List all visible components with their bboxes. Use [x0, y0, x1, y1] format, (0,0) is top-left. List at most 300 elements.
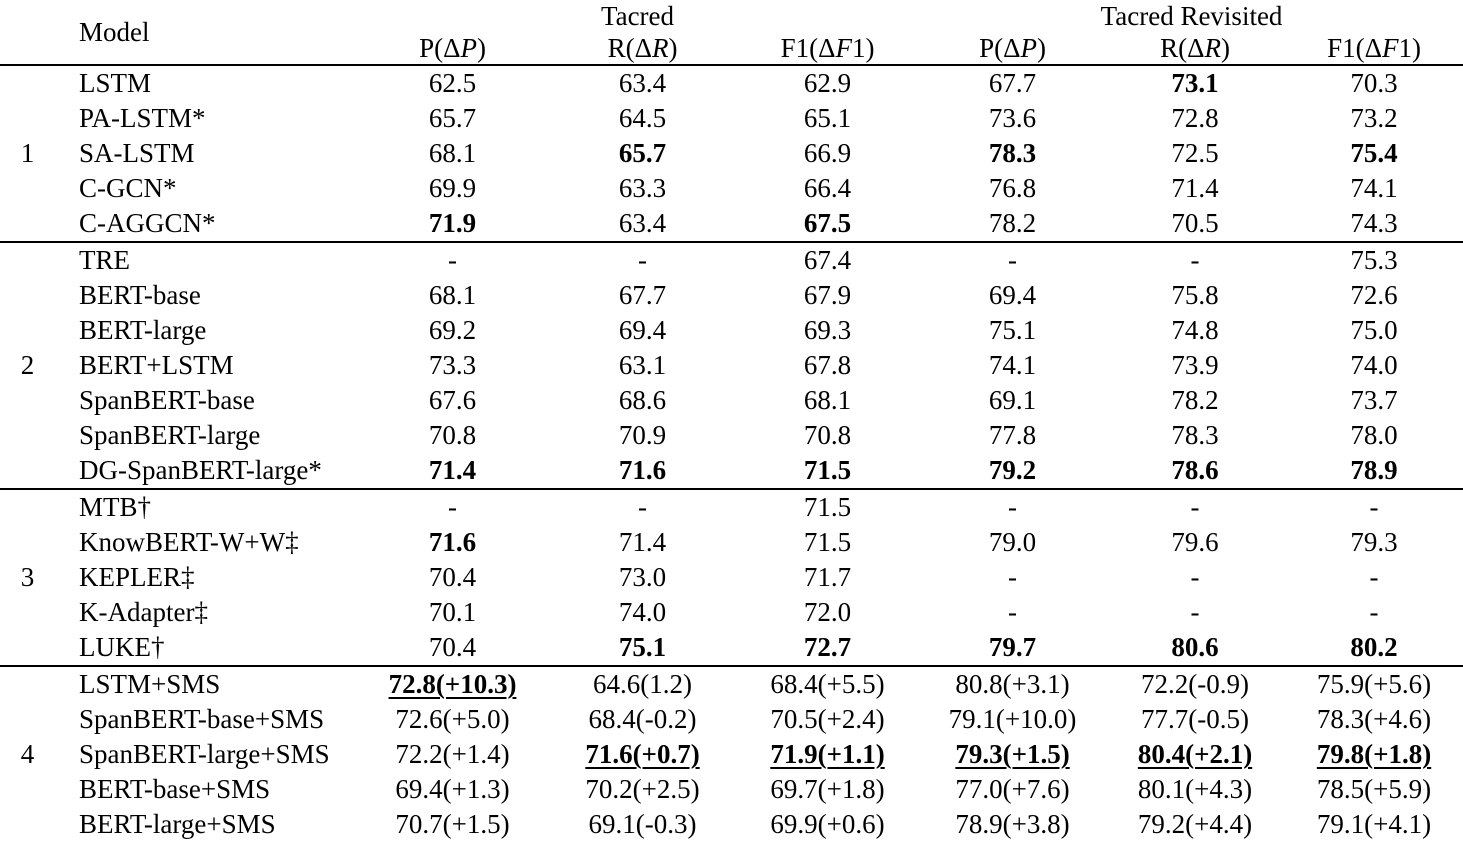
metric-value: 79.0	[988, 527, 1037, 557]
table-row	[0, 453, 1463, 489]
metric-value: 77.8	[988, 420, 1037, 450]
metric-value: 73.3	[428, 350, 477, 380]
metric-value-cell	[1285, 737, 1463, 772]
metric-value: -	[1369, 492, 1379, 522]
table-body	[0, 65, 1463, 841]
metric-value-cell	[355, 136, 550, 171]
metric-value: 69.4	[618, 315, 667, 345]
metric-value: 68.4(+5.5)	[770, 669, 885, 699]
metric-value: 70.8	[803, 420, 852, 450]
metric-value: 69.7(+1.8)	[770, 774, 885, 804]
metric-value: 67.7	[988, 68, 1037, 98]
metric-value-cell	[735, 489, 920, 525]
metric-value: 72.0	[803, 597, 852, 627]
model-name: SpanBERT-base	[79, 385, 255, 415]
metric-value-cell	[1105, 737, 1285, 772]
metric-value-cell	[920, 383, 1105, 418]
metric-value: -	[638, 245, 647, 275]
metric-value: 62.9	[803, 68, 852, 98]
metric-value: 67.7	[618, 280, 667, 310]
metric-value: -	[1008, 492, 1018, 522]
table-row	[0, 171, 1463, 206]
metric-value-cell	[1285, 666, 1463, 702]
metric-value-cell	[920, 630, 1105, 666]
metric-value-cell	[735, 772, 920, 807]
model-name: BERT+LSTM	[79, 350, 234, 380]
table-row	[0, 65, 1463, 101]
metric-value-cell	[1105, 453, 1285, 489]
metric-value: 73.7	[1350, 385, 1398, 415]
dataset-header-tacred: Tacred	[600, 1, 675, 31]
metric-value-cell	[1105, 383, 1285, 418]
metric-value-cell	[1105, 136, 1285, 171]
metric-value-cell	[920, 737, 1105, 772]
metric-value-cell	[735, 737, 920, 772]
metric-value-cell	[735, 65, 920, 101]
metric-value: 78.3	[988, 138, 1037, 168]
metric-value: 79.3(+1.5)	[955, 739, 1070, 769]
metric-value: 74.3	[1350, 208, 1398, 238]
metric-value: 69.3	[803, 315, 852, 345]
metric-value: 68.1	[428, 280, 477, 310]
model-column-header: Model	[79, 17, 150, 47]
metric-value-cell	[1285, 595, 1463, 630]
metric-value-cell	[920, 418, 1105, 453]
metric-value-cell	[920, 242, 1105, 278]
metric-value-cell	[1105, 489, 1285, 525]
metric-value-cell	[1285, 136, 1463, 171]
metric-value: 79.8(+1.8)	[1316, 739, 1432, 769]
metric-value: 71.6	[618, 455, 667, 485]
metric-value: 63.3	[618, 173, 667, 203]
table-row	[0, 595, 1463, 630]
metric-value-cell	[355, 101, 550, 136]
dataset-header-tacred-revisited: Tacred Revisited	[1100, 1, 1283, 31]
metric-value: 69.1(-0.3)	[588, 809, 697, 839]
table-row	[0, 737, 1463, 772]
metric-value: 78.0	[1350, 420, 1398, 450]
table-row	[0, 418, 1463, 453]
metric-value: 67.5	[803, 208, 852, 238]
metric-value-cell	[735, 702, 920, 737]
metric-value-cell	[735, 418, 920, 453]
metric-value: 79.2	[988, 455, 1037, 485]
metric-value: 75.0	[1350, 315, 1398, 345]
metric-value-cell	[1105, 348, 1285, 383]
metric-value-cell	[355, 383, 550, 418]
group-column-header	[0, 0, 55, 65]
metric-value: 71.4	[618, 527, 667, 557]
metric-value: -	[448, 492, 457, 522]
metric-value-cell	[1285, 65, 1463, 101]
metric-value-cell	[355, 489, 550, 525]
table-row	[0, 242, 1463, 278]
metric-value-cell	[550, 525, 735, 560]
metric-value: -	[1008, 562, 1018, 592]
metric-value-cell	[1105, 525, 1285, 560]
metric-value: 71.5	[803, 492, 852, 522]
metric-value-cell	[1105, 242, 1285, 278]
metric-value: 75.1	[618, 632, 667, 662]
metric-value-cell	[920, 489, 1105, 525]
group-number: 1	[20, 138, 35, 168]
metric-value: 72.2(+1.4)	[395, 739, 510, 769]
metric-value: 62.5	[428, 68, 477, 98]
metric-value: 74.0	[618, 597, 667, 627]
table-row	[0, 101, 1463, 136]
metric-value: 69.4	[988, 280, 1037, 310]
metric-value-cell	[355, 772, 550, 807]
metric-value-cell	[1285, 630, 1463, 666]
metric-value-cell	[355, 313, 550, 348]
metric-value: 78.3	[1171, 420, 1219, 450]
model-name: TRE	[79, 245, 130, 275]
group-number: 2	[20, 350, 35, 380]
metric-value-cell	[735, 560, 920, 595]
metric-value-cell	[1105, 206, 1285, 242]
metric-value: 72.6(+5.0)	[395, 704, 510, 734]
model-name: K-Adapter‡	[79, 597, 208, 627]
metric-value-cell	[920, 101, 1105, 136]
metric-value: -	[448, 245, 457, 275]
metric-value: 73.1	[1171, 68, 1219, 98]
metric-value-cell	[355, 418, 550, 453]
table-row	[0, 702, 1463, 737]
table-row	[0, 772, 1463, 807]
metric-value-cell	[1105, 702, 1285, 737]
metric-value: 77.7(-0.5)	[1141, 704, 1250, 734]
metric-value-cell	[1105, 278, 1285, 313]
model-name: PA-LSTM*	[79, 103, 206, 133]
metric-value: 80.6	[1171, 632, 1219, 662]
metric-value-cell	[920, 772, 1105, 807]
metric-value-cell	[1105, 101, 1285, 136]
metric-value: 71.5	[803, 455, 852, 485]
metric-value: 74.8	[1171, 315, 1219, 345]
model-name: C-GCN*	[79, 173, 177, 203]
metric-value: 80.8(+3.1)	[955, 669, 1070, 699]
metric-value-cell	[1285, 101, 1463, 136]
metric-value: 78.2	[1171, 385, 1219, 415]
metric-value: 79.1(+10.0)	[948, 704, 1077, 734]
metric-value-cell	[735, 101, 920, 136]
metric-header-p-revisited: P(ΔP)	[979, 33, 1046, 63]
metric-value: 75.3	[1350, 245, 1398, 275]
model-name: DG-SpanBERT-large*	[79, 455, 322, 485]
metric-value-cell	[1105, 313, 1285, 348]
metric-value-cell	[735, 666, 920, 702]
metric-value: 64.5	[618, 103, 667, 133]
metric-value: 76.8	[988, 173, 1037, 203]
metric-value-cell	[550, 242, 735, 278]
metric-value-cell	[550, 595, 735, 630]
metric-value-cell	[1285, 418, 1463, 453]
metric-value: 69.2	[428, 315, 477, 345]
metric-value: 70.5	[1171, 208, 1219, 238]
metric-value-cell	[1105, 595, 1285, 630]
metric-value-cell	[355, 206, 550, 242]
table-row	[0, 560, 1463, 595]
metric-header-r-revisited: R(ΔR)	[1160, 33, 1230, 63]
metric-value-cell	[735, 595, 920, 630]
metric-value: 79.3	[1350, 527, 1398, 557]
metric-value: 71.4	[1171, 173, 1219, 203]
metric-value-cell	[550, 630, 735, 666]
metric-value-cell	[355, 65, 550, 101]
metric-value-cell	[1285, 206, 1463, 242]
metric-value-cell	[550, 489, 735, 525]
metric-value-cell	[920, 65, 1105, 101]
metric-value: 78.9	[1350, 455, 1398, 485]
metric-value: -	[1190, 492, 1200, 522]
table-row	[0, 348, 1463, 383]
model-name: BERT-base	[79, 280, 201, 310]
metric-value: 67.4	[803, 245, 852, 275]
metric-value-cell	[355, 453, 550, 489]
metric-value: 70.5(+2.4)	[770, 704, 885, 734]
metric-value-cell	[920, 348, 1105, 383]
metric-value-cell	[355, 807, 550, 841]
metric-value-cell	[550, 737, 735, 772]
metric-value: -	[1369, 562, 1379, 592]
metric-value-cell	[355, 525, 550, 560]
metric-value-cell	[550, 313, 735, 348]
model-name: BERT-base+SMS	[79, 774, 271, 804]
metric-value-cell	[1285, 348, 1463, 383]
metric-value-cell	[550, 101, 735, 136]
metric-value-cell	[355, 595, 550, 630]
metric-value: 75.1	[988, 315, 1037, 345]
metric-value: 78.3(+4.6)	[1316, 704, 1432, 734]
model-name: LSTM	[79, 68, 152, 98]
metric-value-cell	[355, 171, 550, 206]
metric-value: -	[1369, 597, 1379, 627]
metric-value: 72.5	[1171, 138, 1219, 168]
metric-value-cell	[735, 171, 920, 206]
metric-value: 70.7(+1.5)	[395, 809, 510, 839]
table-row	[0, 136, 1463, 171]
metric-value-cell	[735, 807, 920, 841]
table-row	[0, 278, 1463, 313]
model-name: SpanBERT-large+SMS	[79, 739, 330, 769]
metric-value: 71.5	[803, 527, 852, 557]
metric-value-cell	[550, 418, 735, 453]
metric-value-cell	[1105, 630, 1285, 666]
metric-value: 63.4	[618, 208, 667, 238]
metric-value: 71.9	[428, 208, 477, 238]
metric-value-cell	[550, 136, 735, 171]
group-number: 3	[20, 562, 35, 592]
metric-value-cell	[1105, 171, 1285, 206]
metric-value-cell	[355, 560, 550, 595]
metric-value: 70.8	[428, 420, 477, 450]
metric-value-cell	[355, 702, 550, 737]
metric-value: 70.3	[1350, 68, 1398, 98]
metric-value: 66.9	[803, 138, 852, 168]
metric-value-cell	[920, 807, 1105, 841]
metric-value: 65.7	[428, 103, 477, 133]
metric-value-cell	[920, 313, 1105, 348]
metric-value: 69.1	[988, 385, 1037, 415]
table-row	[0, 383, 1463, 418]
metric-value: 67.8	[803, 350, 852, 380]
metric-value-cell	[1105, 807, 1285, 841]
metric-value-cell	[1285, 313, 1463, 348]
metric-value-cell	[920, 702, 1105, 737]
metric-value: 72.8(+10.3)	[388, 669, 517, 699]
metric-value: 78.5(+5.9)	[1316, 774, 1432, 804]
metric-value-cell	[550, 171, 735, 206]
metric-value: 71.6(+0.7)	[585, 739, 700, 769]
metric-value: 69.9(+0.6)	[770, 809, 885, 839]
metric-value-cell	[920, 278, 1105, 313]
metric-value-cell	[920, 595, 1105, 630]
metric-value: 71.9(+1.1)	[770, 739, 885, 769]
model-name: SA-LSTM	[79, 138, 195, 168]
metric-value-cell	[1285, 242, 1463, 278]
metric-value: 65.1	[803, 103, 852, 133]
metric-value: 70.4	[428, 632, 477, 662]
model-name: BERT-large	[79, 315, 207, 345]
metric-value-cell	[1285, 171, 1463, 206]
metric-header-r-tacred: R(ΔR)	[607, 33, 678, 63]
table-row	[0, 313, 1463, 348]
model-name: C-AGGCN*	[79, 208, 216, 238]
table-row	[0, 489, 1463, 525]
metric-value-cell	[1285, 489, 1463, 525]
table-row	[0, 206, 1463, 242]
metric-value: 70.1	[428, 597, 477, 627]
metric-value-cell	[355, 666, 550, 702]
metric-value-cell	[550, 560, 735, 595]
model-name: KEPLER‡	[79, 562, 195, 592]
metric-value: 70.4	[428, 562, 477, 592]
metric-value: -	[1008, 245, 1018, 275]
metric-value: 72.8	[1171, 103, 1219, 133]
table-header	[0, 0, 1463, 65]
metric-value: 80.4(+2.1)	[1137, 739, 1253, 769]
metric-value-cell	[355, 278, 550, 313]
metric-value-cell	[735, 136, 920, 171]
metric-value: 78.6	[1171, 455, 1219, 485]
model-name: MTB†	[79, 492, 152, 522]
metric-value-cell	[550, 65, 735, 101]
metric-header-f1-revisited: F1(ΔF1)	[1327, 33, 1421, 63]
metric-value-cell	[550, 206, 735, 242]
metric-value: 79.2(+4.4)	[1137, 809, 1253, 839]
table-row	[0, 525, 1463, 560]
metric-value-cell	[550, 278, 735, 313]
metric-value: 71.7	[803, 562, 852, 592]
metric-value: 67.6	[428, 385, 477, 415]
metric-value-cell	[735, 242, 920, 278]
table-row	[0, 807, 1463, 841]
metric-value: -	[638, 492, 647, 522]
model-name: LUKE†	[79, 632, 165, 662]
metric-value: 71.4	[428, 455, 477, 485]
model-name: SpanBERT-large	[79, 420, 261, 450]
model-name: KnowBERT-W+W‡	[79, 527, 299, 557]
metric-value-cell	[550, 348, 735, 383]
metric-value: 79.6	[1171, 527, 1219, 557]
metric-value-cell	[355, 630, 550, 666]
metric-value-cell	[1285, 807, 1463, 841]
metric-value: 73.2	[1350, 103, 1398, 133]
metric-value-cell	[735, 278, 920, 313]
metric-value-cell	[550, 807, 735, 841]
metric-value: 74.1	[988, 350, 1037, 380]
metric-value: 68.4(-0.2)	[588, 704, 697, 734]
metric-value-cell	[550, 453, 735, 489]
metric-value: 70.9	[618, 420, 667, 450]
metric-value-cell	[1105, 560, 1285, 595]
metric-value-cell	[550, 702, 735, 737]
metric-value-cell	[920, 560, 1105, 595]
metric-value: 68.1	[428, 138, 477, 168]
metric-value: 69.9	[428, 173, 477, 203]
metric-value: 63.4	[618, 68, 667, 98]
metric-value-cell	[920, 666, 1105, 702]
metric-value: 79.1(+4.1)	[1316, 809, 1432, 839]
table-row	[0, 630, 1463, 666]
metric-value: 72.6	[1350, 280, 1398, 310]
metric-value: 67.9	[803, 280, 852, 310]
metric-value: 73.6	[988, 103, 1037, 133]
metric-value: 74.0	[1350, 350, 1398, 380]
metric-value: 80.2	[1350, 632, 1398, 662]
metric-value: -	[1190, 245, 1200, 275]
metric-value-cell	[1105, 418, 1285, 453]
metric-value: 66.4	[803, 173, 852, 203]
metric-value-cell	[550, 666, 735, 702]
metric-value-cell	[550, 383, 735, 418]
metric-value: 75.9(+5.6)	[1316, 669, 1432, 699]
metric-value: 68.1	[803, 385, 852, 415]
metric-value: 72.2(-0.9)	[1141, 669, 1250, 699]
metric-value: 78.2	[988, 208, 1037, 238]
metric-value: -	[1008, 597, 1018, 627]
metric-value: 74.1	[1350, 173, 1398, 203]
metric-value: 65.7	[618, 138, 667, 168]
metric-value-cell	[920, 525, 1105, 560]
metric-value-cell	[735, 525, 920, 560]
metric-value: 72.7	[803, 632, 852, 662]
model-name: LSTM+SMS	[79, 669, 221, 699]
metric-value: -	[1190, 597, 1200, 627]
metric-value-cell	[355, 737, 550, 772]
metric-value: 70.2(+2.5)	[585, 774, 700, 804]
metric-value: 73.0	[618, 562, 667, 592]
metric-value: 63.1	[618, 350, 667, 380]
metric-value-cell	[1285, 453, 1463, 489]
metric-value-cell	[1105, 772, 1285, 807]
model-name: BERT-large+SMS	[79, 809, 276, 839]
metric-value: 78.9(+3.8)	[955, 809, 1070, 839]
metric-value-cell	[355, 348, 550, 383]
metric-value-cell	[1105, 65, 1285, 101]
metric-value: 68.6	[618, 385, 667, 415]
model-name: SpanBERT-base+SMS	[79, 704, 325, 734]
metric-header-p-tacred: P(ΔP)	[419, 33, 486, 63]
metric-value-cell	[1285, 702, 1463, 737]
metric-value: 75.8	[1171, 280, 1219, 310]
metric-value-cell	[1285, 560, 1463, 595]
metric-value-cell	[920, 206, 1105, 242]
metric-value-cell	[1285, 383, 1463, 418]
table-row	[0, 666, 1463, 702]
metric-value: -	[1190, 562, 1200, 592]
metric-value-cell	[920, 453, 1105, 489]
